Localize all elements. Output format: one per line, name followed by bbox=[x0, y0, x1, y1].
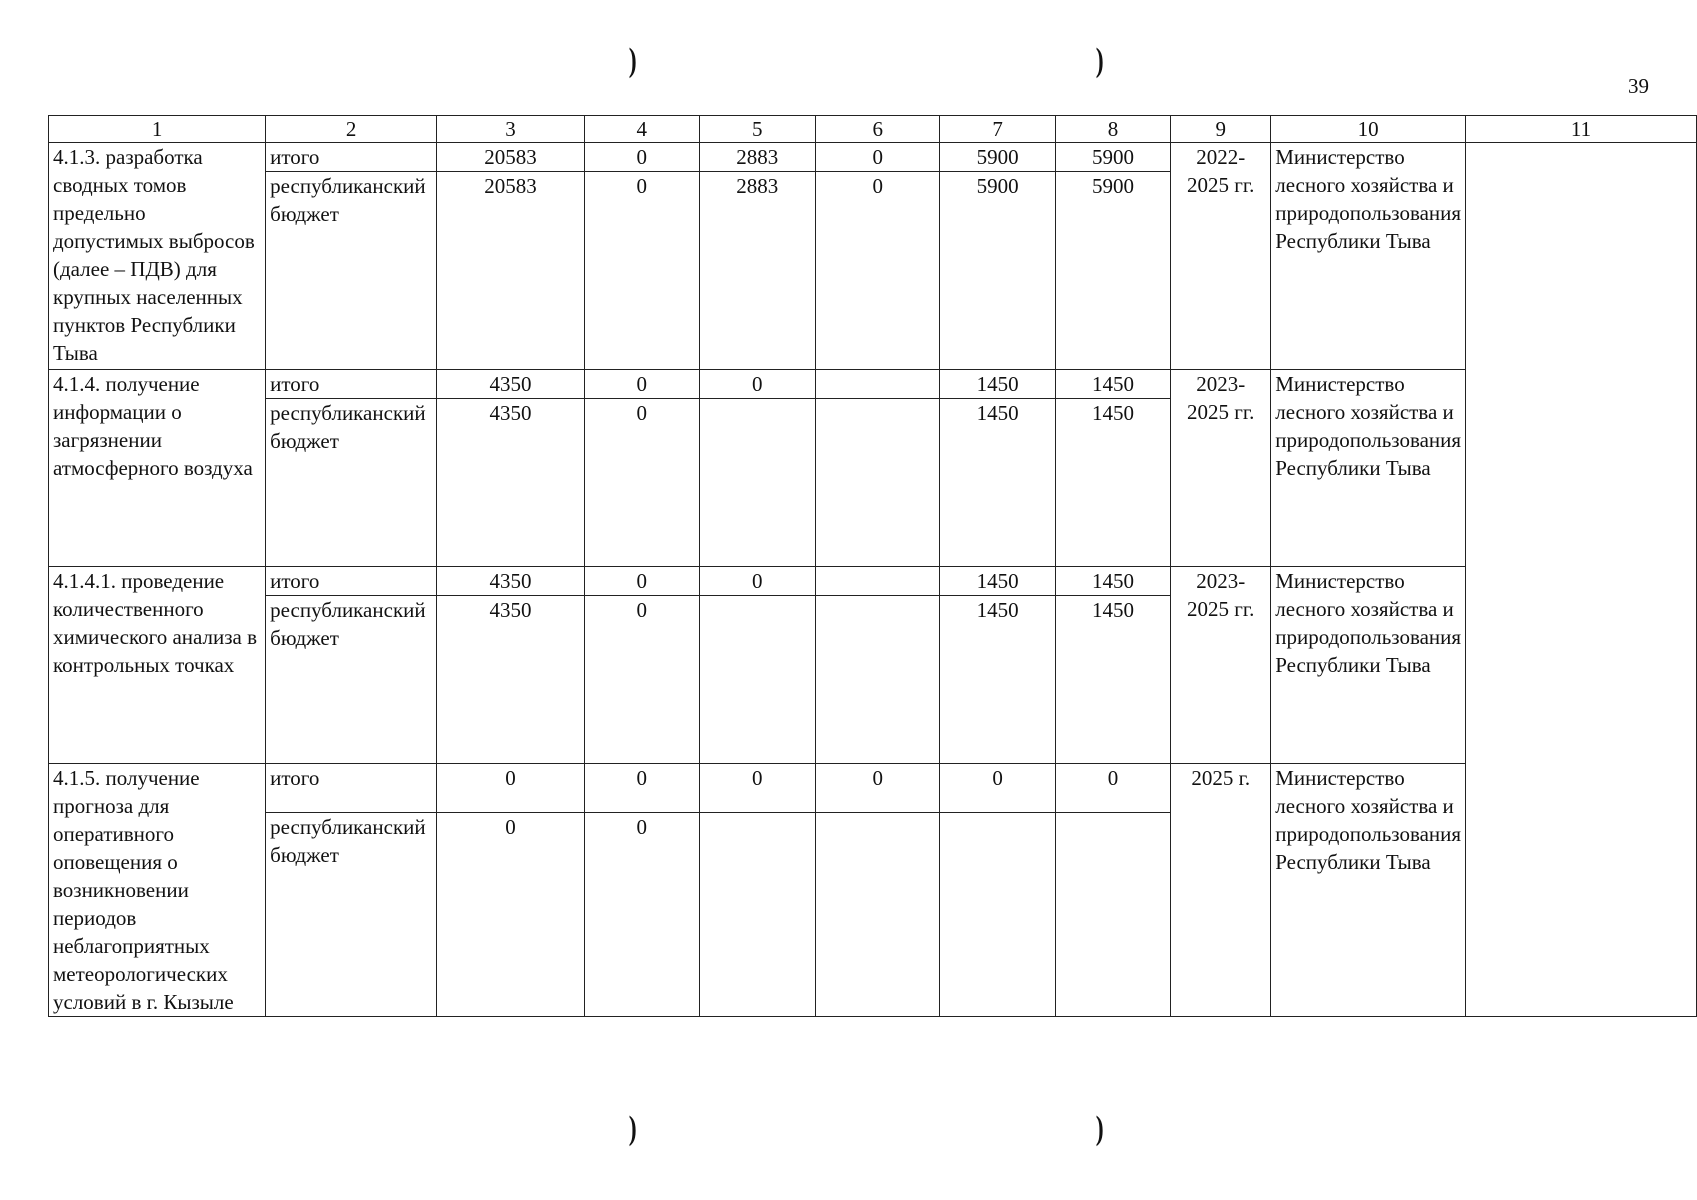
funding-source-label: республиканский бюджет bbox=[266, 813, 437, 1017]
total-value-cell: 0 bbox=[1055, 764, 1170, 813]
column-header: 4 bbox=[584, 116, 699, 143]
implementation-period: 2025 г. bbox=[1171, 764, 1271, 1017]
total-value-cell: 1450 bbox=[1055, 567, 1170, 596]
funding-source-label: республиканский бюджет bbox=[266, 172, 437, 370]
budget-value-cell bbox=[815, 596, 939, 764]
binding-mark: ) bbox=[1095, 1110, 1104, 1147]
funding-total-label: итого bbox=[266, 764, 437, 813]
total-value-cell: 0 bbox=[584, 764, 699, 813]
budget-value-cell bbox=[1055, 813, 1170, 1017]
funding-total-label: итого bbox=[266, 370, 437, 399]
total-value-cell bbox=[815, 370, 939, 399]
column-header: 10 bbox=[1271, 116, 1466, 143]
binding-mark: ) bbox=[628, 42, 637, 79]
total-value-cell: 0 bbox=[815, 143, 939, 172]
column-header: 11 bbox=[1466, 116, 1697, 143]
implementation-period: 2023-2025 гг. bbox=[1171, 567, 1271, 764]
total-value-cell bbox=[815, 567, 939, 596]
executor: Министерство лесного хозяйства и природопользования Республики Тыва bbox=[1271, 143, 1466, 370]
program-table bbox=[48, 115, 1697, 1017]
column-header: 8 bbox=[1055, 116, 1170, 143]
budget-value-cell: 0 bbox=[437, 813, 585, 1017]
budget-value-cell: 1450 bbox=[1055, 596, 1170, 764]
executor: Министерство лесного хозяйства и природопользования Республики Тыва bbox=[1271, 764, 1466, 1017]
table-row bbox=[49, 567, 1697, 596]
column-header: 9 bbox=[1171, 116, 1271, 143]
total-value-cell: 5900 bbox=[940, 143, 1055, 172]
total-value-cell: 0 bbox=[815, 764, 939, 813]
column-header: 2 bbox=[266, 116, 437, 143]
budget-value-cell: 1450 bbox=[940, 399, 1055, 567]
budget-value-cell: 1450 bbox=[1055, 399, 1170, 567]
budget-value-cell: 4350 bbox=[437, 399, 585, 567]
budget-value-cell: 0 bbox=[815, 172, 939, 370]
funding-total-label: итого bbox=[266, 567, 437, 596]
measure-name: 4.1.4.1. проведение количественного химического анализа в контрольных точках bbox=[49, 567, 266, 764]
funding-source-label: республиканский бюджет bbox=[266, 596, 437, 764]
column-header: 7 bbox=[940, 116, 1055, 143]
table-row bbox=[49, 764, 1697, 813]
total-value-cell: 0 bbox=[699, 764, 815, 813]
budget-value-cell bbox=[699, 596, 815, 764]
column-11-cell bbox=[1466, 143, 1697, 1017]
total-value-cell: 4350 bbox=[437, 370, 585, 399]
budget-value-cell bbox=[699, 813, 815, 1017]
budget-value-cell bbox=[940, 813, 1055, 1017]
budget-value-cell: 20583 bbox=[437, 172, 585, 370]
budget-value-cell: 5900 bbox=[1055, 172, 1170, 370]
total-value-cell: 5900 bbox=[1055, 143, 1170, 172]
budget-value-cell: 1450 bbox=[940, 596, 1055, 764]
total-value-cell: 0 bbox=[584, 143, 699, 172]
budget-value-cell bbox=[815, 399, 939, 567]
binding-mark: ) bbox=[1095, 42, 1104, 79]
funding-total-label: итого bbox=[266, 143, 437, 172]
budget-value-cell: 0 bbox=[584, 399, 699, 567]
measure-name: 4.1.3. разработка сводных томов предельно допустимых выбросов (далее – ПДВ) для крупных населенных пунктов Республики Тыва bbox=[49, 143, 266, 370]
funding-source-label: республиканский бюджет bbox=[266, 399, 437, 567]
column-header: 5 bbox=[699, 116, 815, 143]
total-value-cell: 4350 bbox=[437, 567, 585, 596]
page-number: 39 bbox=[1628, 74, 1649, 98]
table-row bbox=[49, 370, 1697, 399]
budget-value-cell: 0 bbox=[584, 172, 699, 370]
measure-name: 4.1.4. получение информации о загрязнении атмосферного воздуха bbox=[49, 370, 266, 567]
binding-mark: ) bbox=[628, 1110, 637, 1147]
budget-value-cell: 5900 bbox=[940, 172, 1055, 370]
measure-name: 4.1.5. получение прогноза для оперативного оповещения о возникновении периодов неблагоприятных метеорологических условий в г. Кызыле bbox=[49, 764, 266, 1017]
budget-value-cell bbox=[815, 813, 939, 1017]
column-header: 3 bbox=[437, 116, 585, 143]
total-value-cell: 20583 bbox=[437, 143, 585, 172]
budget-value-cell: 0 bbox=[584, 813, 699, 1017]
column-header: 1 bbox=[49, 116, 266, 143]
total-value-cell: 0 bbox=[584, 567, 699, 596]
budget-value-cell: 0 bbox=[584, 596, 699, 764]
column-header: 6 bbox=[815, 116, 939, 143]
budget-value-cell: 2883 bbox=[699, 172, 815, 370]
total-value-cell: 1450 bbox=[940, 567, 1055, 596]
total-value-cell: 0 bbox=[940, 764, 1055, 813]
total-value-cell: 0 bbox=[584, 370, 699, 399]
total-value-cell: 0 bbox=[437, 764, 585, 813]
header-row bbox=[49, 116, 1697, 143]
table-row bbox=[49, 143, 1697, 172]
executor: Министерство лесного хозяйства и природопользования Республики Тыва bbox=[1271, 370, 1466, 567]
total-value-cell: 0 bbox=[699, 567, 815, 596]
total-value-cell: 1450 bbox=[1055, 370, 1170, 399]
total-value-cell: 2883 bbox=[699, 143, 815, 172]
total-value-cell: 0 bbox=[699, 370, 815, 399]
budget-value-cell bbox=[699, 399, 815, 567]
budget-value-cell: 4350 bbox=[437, 596, 585, 764]
total-value-cell: 1450 bbox=[940, 370, 1055, 399]
implementation-period: 2023-2025 гг. bbox=[1171, 370, 1271, 567]
implementation-period: 2022-2025 гг. bbox=[1171, 143, 1271, 370]
executor: Министерство лесного хозяйства и природопользования Республики Тыва bbox=[1271, 567, 1466, 764]
